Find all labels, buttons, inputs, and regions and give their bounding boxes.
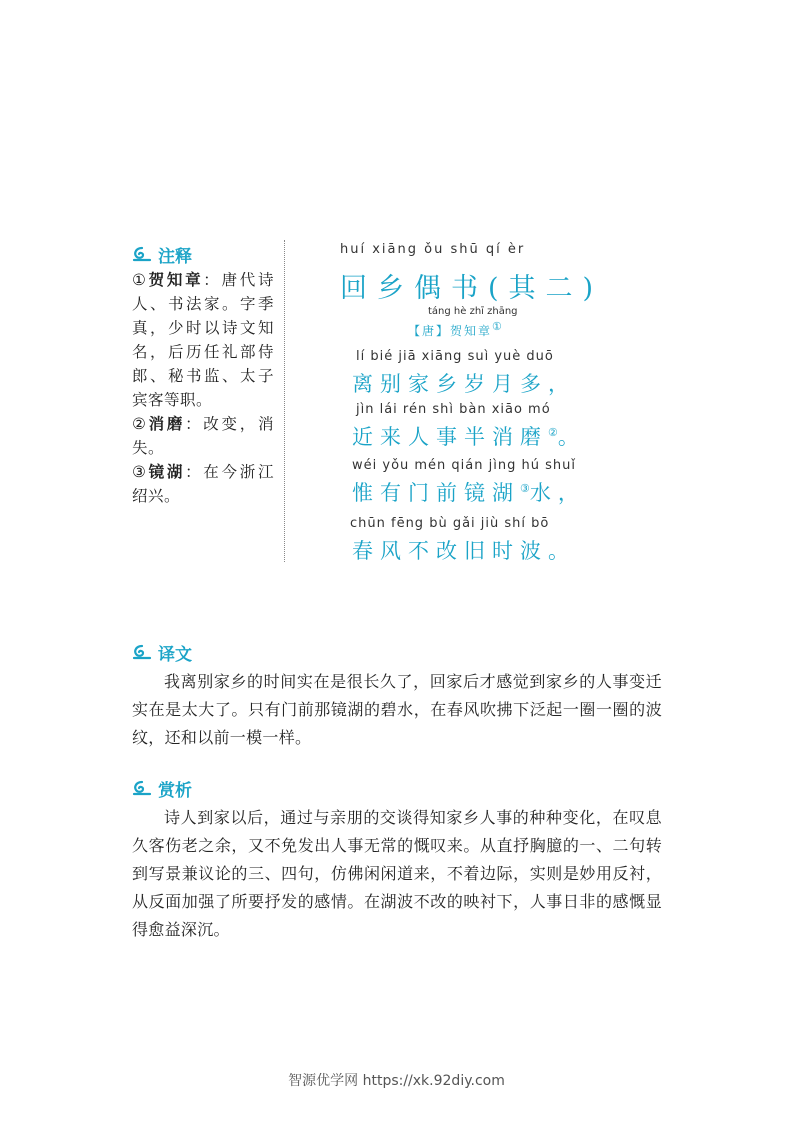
note-definition: ：改变，消失。 <box>132 415 274 457</box>
footer-watermark: 智源优学网 https://xk.92diy.com <box>288 1073 505 1089</box>
author-pinyin: táng hè zhī zhāng <box>428 306 518 317</box>
poem-line-text: 惟有门前镜湖 <box>352 481 520 505</box>
swirl-icon <box>132 643 152 661</box>
note-marker: ③ <box>132 463 149 481</box>
line-note-marker: ② <box>548 426 558 439</box>
note-item <box>132 268 274 412</box>
appreciation-body: 诗人到家以后，通过与亲朋的交谈得知家乡人事的种种变化，在叹息久客伤老之余，又不免发出人事无常的慨叹来。从直抒胸臆的一、二句转到写景兼议论的三、四句，仿佛闲闲道来，不着边际，实则是妙用反衬，从反面加强了所要抒发的感情。在湖波不改的映衬下，人事日非的感慨显得愈益深沉。 <box>132 808 662 939</box>
poem-line: 离别家乡岁月多， <box>352 372 576 396</box>
line-pinyin: jìn lái rén shì bàn xiāo mó <box>356 402 551 417</box>
note-item <box>132 460 274 508</box>
line-pinyin: wéi yǒu mén qián jìng hú shuǐ <box>352 458 576 473</box>
note-term: 消磨 <box>148 414 186 433</box>
author-name: 【唐】贺知章 <box>408 324 493 338</box>
note-definition: ：唐代诗人、书法家。字季真，少时以诗文知名，后历任礼部侍郎、秘书监、太子宾客等职。 <box>132 271 274 409</box>
line-note-marker: ③ <box>520 482 530 495</box>
translation-heading <box>132 640 662 664</box>
note-term: 镜湖 <box>148 462 186 481</box>
column-divider <box>284 240 285 562</box>
notes-list <box>132 268 274 508</box>
translation-section <box>132 640 662 752</box>
appreciation-heading <box>132 776 662 800</box>
note-term: 贺知章 <box>148 270 204 289</box>
poem-line-tail: 水， <box>529 481 586 505</box>
author-note-marker: ① <box>492 320 502 333</box>
swirl-icon <box>132 779 152 797</box>
notes-heading <box>132 242 274 266</box>
note-item <box>132 412 274 460</box>
poem-title: 回乡偶书(其二) <box>340 273 604 304</box>
appreciation-section <box>132 776 662 944</box>
poem-line <box>352 477 586 507</box>
poem-line <box>352 421 586 451</box>
poem-line-text: 近来人事半消磨 <box>352 425 548 449</box>
swirl-icon <box>132 245 152 263</box>
note-definition: ：在今浙江绍兴。 <box>132 463 274 505</box>
translation-body: 我离别家乡的时间实在是很长久了，回家后才感觉到家乡的人事变迁实在是太大了。只有门前那镜湖的碧水，在春风吹拂下泛起一圈一圈的波纹，还和以前一模一样。 <box>132 672 662 747</box>
poem-author <box>408 320 502 339</box>
line-pinyin: chūn fēng bù gǎi jiù shí bō <box>350 516 550 531</box>
note-marker: ① <box>132 271 149 289</box>
title-pinyin: huí xiāng ǒu shū qí èr <box>340 242 526 257</box>
poem-line: 春风不改旧时波。 <box>352 539 576 563</box>
poem-line-tail: 。 <box>557 425 586 449</box>
line-pinyin: lí bié jiā xiāng suì yuè duō <box>356 349 554 364</box>
notes-panel <box>132 242 274 508</box>
notes-heading-text: 注释 <box>158 246 192 267</box>
translation-heading-text: 译文 <box>158 644 192 665</box>
note-marker: ② <box>132 415 149 433</box>
appreciation-heading-text: 赏析 <box>158 780 192 801</box>
